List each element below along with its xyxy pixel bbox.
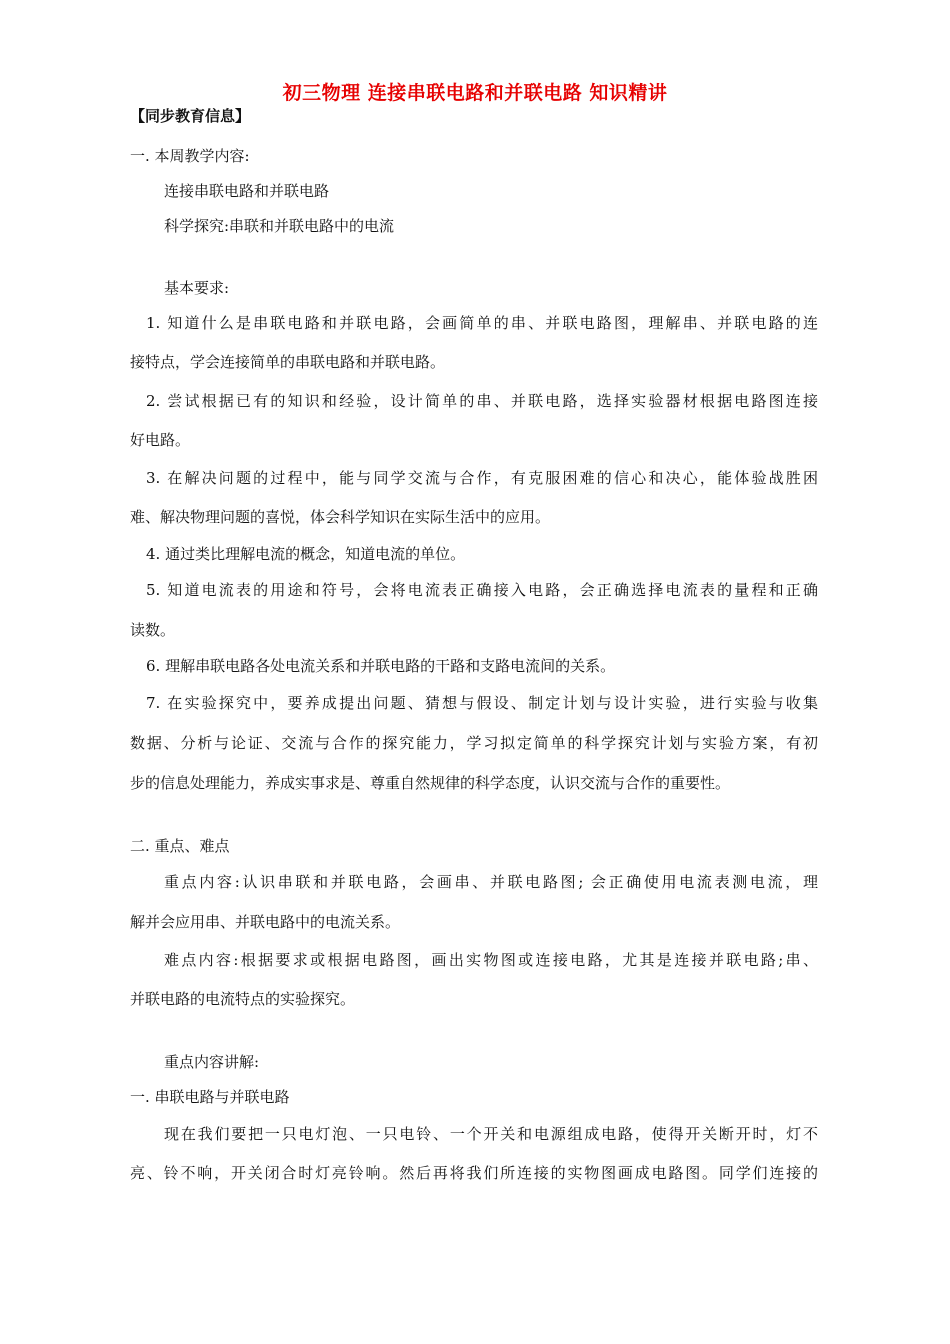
difficult-points-cont: 并联电路的电流特点的实验探究。: [130, 990, 356, 1008]
requirement-5: 5. 知道电流表的用途和符号，会将电流表正确接入电路，会正确选择电流表的量程和正确: [146, 581, 818, 599]
section-header: 【同步教育信息】: [130, 107, 251, 125]
requirement-3: 3. 在解决问题的过程中，能与同学交流与合作，有克服困难的信心和决心，能体验战胜困: [146, 469, 818, 487]
requirement-2-cont: 好电路。: [130, 431, 191, 449]
requirement-4: 4. 通过类比理解电流的概念，知道电流的单位。: [146, 545, 466, 563]
key-points-cont: 解并会应用串、并联电路中的电流关系。: [130, 913, 401, 931]
part2-heading: 二. 重点、难点: [130, 837, 230, 855]
part1-heading: 一. 本周教学内容:: [130, 147, 250, 165]
requirement-7-cont: 步的信息处理能力，养成实事求是、尊重自然规律的科学态度，认识交流与合作的重要性。: [130, 774, 731, 792]
requirement-7-cont: 数据、分析与论证、交流与合作的探究能力，学习拟定简单的科学探究计划与实验方案，有初: [130, 734, 818, 752]
difficult-points: 难点内容:根据要求或根据电路图，画出实物图或连接电路，尤其是连接并联电路;串、: [164, 951, 818, 969]
explain-heading: 重点内容讲解:: [164, 1053, 260, 1071]
key-points: 重点内容:认识串联和并联电路，会画串、并联电路图; 会正确使用电流表测电流，理: [164, 873, 818, 891]
document-title: 初三物理 连接串联电路和并联电路 知识精讲: [282, 82, 668, 104]
requirement-5-cont: 读数。: [130, 621, 176, 639]
content-item: 连接串联电路和并联电路: [164, 182, 330, 200]
explain-paragraph-cont: 亮、铃不响，开关闭合时灯亮铃响。然后再将我们所连接的实物图画成电路图。同学们连接的: [130, 1164, 818, 1182]
requirement-3-cont: 难、解决物理问题的喜悦，体会科学知识在实际生活中的应用。: [130, 508, 551, 526]
requirement-1-cont: 接特点，学会连接简单的串联电路和并联电路。: [130, 353, 446, 371]
requirement-7: 7. 在实验探究中，要养成提出问题、猜想与假设、制定计划与设计实验，进行实验与收集: [146, 694, 818, 712]
explain-paragraph: 现在我们要把一只电灯泡、一只电铃、一个开关和电源组成电路，使得开关断开时，灯不: [164, 1125, 818, 1143]
requirement-6: 6. 理解串联电路各处电流关系和并联电路的干路和支路电流间的关系。: [146, 657, 616, 675]
requirement-2: 2. 尝试根据已有的知识和经验，设计简单的串、并联电路，选择实验器材根据电路图连接: [146, 392, 818, 410]
explain-subheading: 一. 串联电路与并联电路: [130, 1088, 290, 1106]
requirements-heading: 基本要求:: [164, 279, 230, 297]
content-item: 科学探究:串联和并联电路中的电流: [164, 217, 395, 235]
requirement-1: 1. 知道什么是串联电路和并联电路，会画简单的串、并联电路图，理解串、并联电路的连: [146, 314, 818, 332]
